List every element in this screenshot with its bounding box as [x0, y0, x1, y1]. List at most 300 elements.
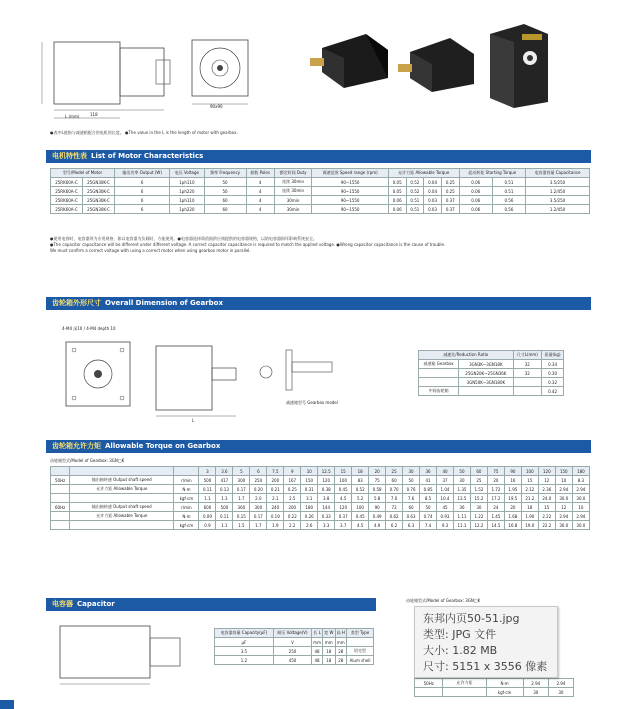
torque-value: 2.1	[267, 494, 284, 503]
torque-value: 7.6	[403, 494, 420, 503]
torque-value: 600	[199, 503, 216, 512]
torque-value: 1.35	[453, 485, 470, 494]
motor-note-2: ●The capacitor capacitance will be different under different voltage. A correct capacitor capacitance is required to match the applied voltage. ●Wrong capacitor capacitance is the cause of trouble.	[50, 242, 446, 247]
motor-cell: 25GN30K-C	[82, 178, 114, 187]
motor-cell: 60	[204, 205, 246, 214]
torque-table-row	[51, 521, 590, 530]
torque-value: 30.0	[572, 521, 589, 530]
motor-cell: 0.03	[424, 196, 442, 205]
torque-value: 0.70	[386, 485, 403, 494]
torque-value: 9.3	[437, 521, 454, 530]
ratio-header: 7.5	[267, 467, 284, 476]
capacitor-header: 宽 W	[322, 629, 335, 638]
gearbox-cell: 0.32	[542, 378, 564, 387]
torque-label: 输出轴转速 Output shaft speed	[70, 476, 174, 485]
gearbox-cell: 中间齿轮箱	[419, 387, 459, 396]
torque-value: 2.6	[301, 521, 318, 530]
motor-cell: 30min	[274, 196, 312, 205]
capacitor-section-header	[46, 598, 376, 611]
torque-value: 0.45	[352, 512, 369, 521]
torque-value: 7.4	[420, 521, 437, 530]
torque-value: 240	[267, 503, 284, 512]
gearbox-table-row	[419, 369, 564, 378]
torque-freq	[51, 521, 70, 530]
torque-value: 50	[420, 503, 437, 512]
torque-value: 50	[403, 476, 420, 485]
torque-value: 1.9	[267, 521, 284, 530]
torque-value: 0.33	[318, 512, 335, 521]
motor-h-duty: 额定时间 Duty	[274, 169, 312, 178]
torque-value: 30	[470, 503, 487, 512]
torque-value: 3.3	[318, 521, 335, 530]
torque-value: 2.22	[538, 512, 555, 521]
torque-value: 12.2	[470, 521, 487, 530]
motor-h-allowable: 允许力矩 Allowable Torque	[388, 169, 459, 178]
gearbox-cell	[513, 387, 542, 396]
ratio-header: 60	[470, 467, 487, 476]
shaft-detail-drawing	[258, 348, 338, 398]
torque-section-en: Allowable Torque on Gearbox	[105, 442, 221, 450]
motor-cell: 1ph110	[170, 178, 204, 187]
torque-value: 1.72	[487, 485, 504, 494]
ratio-header: 30	[403, 467, 420, 476]
drawing-label-l: L (mm)	[65, 114, 80, 119]
torque-value: 36	[453, 503, 470, 512]
torque-value: 16.8	[504, 521, 521, 530]
gearbox-section-en: Overall Dimension of Gearbox	[105, 299, 223, 307]
ratio-header: 18	[352, 467, 369, 476]
torque-unit-h	[174, 467, 199, 476]
ratio-header: 3.6	[216, 467, 233, 476]
gearbox-cell: 减速箱 Gearbox	[419, 360, 459, 369]
torque-value: 4.5	[335, 494, 352, 503]
capacitor-header: 电容器容量 Capacity(μF)	[215, 629, 274, 638]
torque-label-h	[70, 467, 174, 476]
torque-value: 12	[538, 476, 555, 485]
motor-section-header	[46, 150, 591, 163]
ratio-header: 10	[301, 467, 318, 476]
torque-value: 0.13	[216, 485, 233, 494]
motor-cell: 0.04	[424, 178, 442, 187]
motor-cell: 50	[204, 178, 246, 187]
torque-freq	[51, 485, 70, 494]
ratio-header: 5	[233, 467, 250, 476]
torque-value: 6.3	[403, 521, 420, 530]
torque-value: 0.9	[199, 521, 216, 530]
torque-table-row	[51, 485, 590, 494]
torque-value: 4.9	[369, 521, 386, 530]
torque-value: 5.8	[369, 494, 386, 503]
torque-value: 12	[555, 503, 572, 512]
motor-cell: 25GN30K-C	[82, 196, 114, 205]
torque-value: 0.19	[267, 512, 284, 521]
motor-cell: 0.52	[406, 187, 424, 196]
motor-front-drawing	[186, 30, 256, 110]
motor-cell: 1.2/450	[526, 205, 590, 214]
torque-value: 30.0	[555, 494, 572, 503]
motor-cell: 1ph220	[170, 205, 204, 214]
tooltip-filename: 东邦内页50-51.jpg	[423, 612, 520, 625]
capacitor-section-cn: 电容器	[52, 600, 73, 608]
motor-cell: 50	[204, 187, 246, 196]
torque-value: 167	[284, 476, 301, 485]
torque-value: 2.94	[572, 512, 589, 521]
motor-cell: 连续 30min	[274, 178, 312, 187]
motor-cell: 4	[246, 196, 274, 205]
motor-cell: 0.06	[459, 196, 492, 205]
torque-value: 0.76	[403, 485, 420, 494]
torque-value: 15	[538, 503, 555, 512]
right-torque-row	[415, 679, 574, 688]
torque-value: 120	[335, 503, 352, 512]
top-footnote: ●表中L值指与减速箱配合的电机的长度。 ●The value in the L is the length of motor with gearbox.	[50, 130, 238, 135]
torque-value: 1.5	[233, 521, 250, 530]
gearbox-cell: 0.42	[542, 387, 564, 396]
torque-section-cn: 齿轮箱允许力矩	[52, 442, 101, 450]
motor-cell: 0.56	[492, 196, 525, 205]
motor-cell: 0.03	[424, 205, 442, 214]
motor-cell: 0.37	[441, 205, 459, 214]
torque-value: 25	[470, 476, 487, 485]
torque-value: 1.45	[487, 512, 504, 521]
torque-value: 0.11	[216, 512, 233, 521]
right-torque-cell: kgf·cm	[486, 688, 523, 697]
torque-value: 19.5	[504, 494, 521, 503]
torque-freq: 50Hz	[51, 476, 70, 485]
torque-value: 2.94	[555, 512, 572, 521]
gearbox-cell: 32	[513, 360, 542, 369]
torque-value: 0.85	[420, 485, 437, 494]
torque-value: 24.0	[538, 494, 555, 503]
capacitor-header: 耐压 Voltage(V)	[273, 629, 311, 638]
motor-table-row	[51, 187, 590, 196]
gearbox-cell	[419, 378, 459, 387]
ratio-header: 25	[386, 467, 403, 476]
torque-value: 1.95	[504, 485, 521, 494]
motor-photo-1	[308, 28, 394, 90]
torque-value: 1.90	[521, 512, 538, 521]
motor-cell: 0.05	[388, 187, 406, 196]
motor-section-en: List of Motor Characteristics	[91, 152, 204, 160]
ratio-header: 40	[437, 467, 454, 476]
motor-note-3: We must confirm a correct voltage with using a correct motor when using gearbox motor in parallel.	[50, 248, 251, 253]
torque-value: 0.52	[352, 485, 369, 494]
torque-label	[70, 494, 174, 503]
ratio-header: 120	[538, 467, 555, 476]
capacitor-cell: 18	[322, 656, 335, 665]
motor-cell: 连续 30min	[274, 187, 312, 196]
torque-value: 150	[301, 476, 318, 485]
torque-value: 417	[216, 476, 233, 485]
ratio-header: 50	[453, 467, 470, 476]
torque-value: 2.0	[250, 494, 267, 503]
gearbox-caption: 减速箱型号 Gearbox model	[286, 400, 338, 405]
torque-value: 0.21	[267, 485, 284, 494]
torque-value: 30.0	[572, 494, 589, 503]
motor-table	[50, 168, 590, 214]
motor-cell: 4	[246, 178, 274, 187]
torque-value: 37	[437, 476, 454, 485]
motor-section-cn: 电机特性表	[52, 152, 87, 160]
tooltip-size: 大小: 1.82 MB	[423, 644, 498, 657]
motor-cell: 0.06	[388, 205, 406, 214]
torque-value: 30	[453, 476, 470, 485]
torque-value: 20	[487, 476, 504, 485]
right-torque-cell: 2.94	[548, 679, 573, 688]
motor-cell: 1ph110	[170, 196, 204, 205]
torque-value: 100	[352, 503, 369, 512]
motor-cell: 25GN30K-C	[82, 187, 114, 196]
motor-cell: 1.2/450	[526, 187, 590, 196]
motor-cell: 1ph220	[170, 187, 204, 196]
gearbox-cell	[513, 378, 542, 387]
torque-value: 500	[199, 476, 216, 485]
motor-h-poles: 极数 Poles	[246, 169, 274, 178]
torque-value: 0.37	[335, 512, 352, 521]
gearbox-cell	[459, 387, 513, 396]
torque-value: 0.17	[233, 485, 250, 494]
motor-h-speed: 调速范围 Speed range (rpm)	[312, 169, 388, 178]
torque-value: 0.22	[284, 512, 301, 521]
capacitor-cell: 28	[335, 656, 346, 665]
motor-h-model: 型号/Model of Motor	[51, 169, 115, 178]
torque-value: 0.11	[199, 485, 216, 494]
motor-cell: 0.56	[492, 205, 525, 214]
torque-value: 180	[301, 503, 318, 512]
gearbox-h-mass: 质量(kg)	[542, 351, 564, 360]
torque-freq	[51, 512, 70, 521]
torque-unit: N·m	[174, 512, 199, 521]
gearbox-front-drawing	[58, 334, 138, 414]
ratio-header: 15	[335, 467, 352, 476]
gearbox-cell	[419, 369, 459, 378]
motor-h-starting: 起动转矩 Starting Torque	[459, 169, 525, 178]
motor-table-row	[51, 196, 590, 205]
gearbox-label-l: L	[192, 418, 195, 423]
torque-value: 200	[267, 476, 284, 485]
gearbox-table-row	[419, 360, 564, 369]
torque-value: 200	[284, 503, 301, 512]
torque-value: 24	[487, 503, 504, 512]
gearbox-section-cn: 齿轮箱外形尺寸	[52, 299, 101, 307]
capacitor-cell: 48	[312, 656, 323, 665]
torque-value: 11.1	[453, 521, 470, 530]
motor-h-frequency: 频率 Frequency	[204, 169, 246, 178]
gearbox-cell: 3GN50K~3GN180K	[459, 378, 513, 387]
capacitor-unit: mm	[322, 638, 335, 647]
motor-cell: 0.51	[406, 205, 424, 214]
torque-value: 250	[250, 476, 267, 485]
capacitor-unit: V	[273, 638, 311, 647]
torque-value: 3.7	[335, 521, 352, 530]
torque-value: 18	[521, 503, 538, 512]
ratio-header: 150	[555, 467, 572, 476]
ratio-header: 75	[487, 467, 504, 476]
torque-value: 2.36	[538, 485, 555, 494]
gearbox-section-header	[46, 297, 591, 310]
capacitor-right-caption: 齿轮箱型式/Model of Gearbox: 3GN□K	[406, 598, 481, 603]
motor-note-1: ●使用电容时，电容器须为专用规格，如以电容器为负载时，方能使用。●电容器选择需依据供应商提供的电容器规格，以防电容器损坏影响系统安全。	[50, 236, 317, 241]
torque-label: 允许力矩 Allowable Torque	[70, 485, 174, 494]
torque-label: 允许力矩 Allowable Torque	[70, 512, 174, 521]
torque-value: 0.31	[301, 485, 318, 494]
torque-value: 0.38	[318, 485, 335, 494]
motor-side-drawing	[40, 30, 180, 125]
torque-freq: 60Hz	[51, 503, 70, 512]
torque-value: 2.2	[284, 521, 301, 530]
torque-value: 0.25	[284, 485, 301, 494]
right-torque-cell: N·m	[486, 679, 523, 688]
capacitor-cell: 28	[335, 647, 346, 656]
torque-label	[70, 521, 174, 530]
motor-cell: 0.37	[441, 196, 459, 205]
torque-freq	[51, 494, 70, 503]
torque-value: 0.09	[199, 512, 216, 521]
torque-value: 144	[318, 503, 335, 512]
torque-value: 20	[504, 503, 521, 512]
capacitor-cell: Alum shell	[347, 656, 374, 665]
torque-value: 16	[504, 476, 521, 485]
motor-cell: 90~1550	[312, 178, 388, 187]
motor-cell: 6	[115, 205, 170, 214]
motor-table-row	[51, 178, 590, 187]
capacitor-cell: 1.2	[215, 656, 274, 665]
torque-value: 1.3	[216, 494, 233, 503]
capacitor-unit-row	[215, 638, 374, 647]
ratio-header: 6	[250, 467, 267, 476]
torque-value: 2.94	[555, 485, 572, 494]
motor-cell: 0.06	[459, 187, 492, 196]
torque-value: 83	[352, 476, 369, 485]
motor-cell: 3.5/250	[526, 196, 590, 205]
torque-unit: kgf·cm	[174, 521, 199, 530]
motor-h-capacitor: 电容器容量 Capacitance	[526, 169, 590, 178]
capacitor-header: 类型 Type	[347, 629, 374, 638]
torque-table	[50, 466, 590, 530]
torque-value: 10	[555, 476, 572, 485]
torque-value: 0.93	[437, 512, 454, 521]
torque-value: 0.49	[369, 512, 386, 521]
ratio-header: 20	[369, 467, 386, 476]
page-side-tab	[0, 700, 14, 709]
motor-h-voltage: 电压 Voltage	[170, 169, 204, 178]
motor-cell: 0.04	[424, 187, 442, 196]
gearbox-table-row	[419, 387, 564, 396]
motor-cell: 90~1550	[312, 187, 388, 196]
capacitor-cell: 18	[322, 647, 335, 656]
capacitor-cell: 铝壳型	[347, 647, 374, 656]
torque-unit: kgf·cm	[174, 494, 199, 503]
motor-table-row	[51, 205, 590, 214]
controller-photo	[484, 20, 554, 110]
capacitor-row	[215, 647, 374, 656]
ratio-header: 90	[504, 467, 521, 476]
torque-value: 1.68	[504, 512, 521, 521]
file-info-tooltip	[414, 606, 558, 678]
motor-cell: 90~1550	[312, 196, 388, 205]
ratio-header: 3	[199, 467, 216, 476]
torque-value: 60	[403, 503, 420, 512]
right-torque-cell: 2.94	[523, 679, 548, 688]
motor-cell: 0.06	[459, 205, 492, 214]
torque-value: 2.94	[572, 485, 589, 494]
capacitor-table	[214, 628, 374, 665]
capacitor-unit	[347, 638, 374, 647]
motor-cell: 90~1550	[312, 205, 388, 214]
torque-value: 6.2	[386, 521, 403, 530]
torque-value: 15	[521, 476, 538, 485]
torque-value: 120	[318, 476, 335, 485]
ratio-header: 9	[284, 467, 301, 476]
torque-value: 60	[386, 476, 403, 485]
motor-cell: 0.52	[406, 178, 424, 187]
torque-value: 0.17	[250, 512, 267, 521]
torque-value: 0.63	[403, 512, 420, 521]
gearbox-table	[418, 350, 564, 396]
torque-value: 8.3	[572, 476, 589, 485]
capacitor-section-en: Capacitor	[77, 600, 115, 608]
torque-value: 75	[369, 476, 386, 485]
motor-cell: 25RK60A-C	[51, 187, 83, 196]
right-torque-cell	[415, 688, 443, 697]
ratio-header: 100	[521, 467, 538, 476]
torque-table-row	[51, 503, 590, 512]
torque-value: 1.52	[470, 485, 487, 494]
torque-value: 7.0	[386, 494, 403, 503]
torque-value: 14.5	[487, 521, 504, 530]
capacitor-header: 长 L	[312, 629, 323, 638]
right-torque-cell: 允许力矩	[443, 679, 486, 688]
capacitor-cell: 3.5	[215, 647, 274, 656]
motor-cell: 25RK60A-C	[51, 205, 83, 214]
torque-value: 13.5	[453, 494, 470, 503]
capacitor-cell: 48	[312, 647, 323, 656]
torque-unit: r/min	[174, 476, 199, 485]
torque-value: 15.2	[470, 494, 487, 503]
torque-value: 1.04	[437, 485, 454, 494]
torque-value: 10	[572, 503, 589, 512]
right-torque-cell: 30	[548, 688, 573, 697]
torque-value: 500	[216, 503, 233, 512]
capacitor-unit: mm	[313, 639, 321, 645]
motor-cell: 0.25	[441, 187, 459, 196]
torque-value: 19.0	[521, 521, 538, 530]
drawing-label-90: 90x90	[210, 104, 223, 109]
torque-section-header	[46, 440, 591, 453]
torque-value: 21.2	[521, 494, 538, 503]
torque-value: 90	[369, 503, 386, 512]
torque-value: 300	[233, 476, 250, 485]
motor-cell: 4	[246, 205, 274, 214]
torque-value: 1.1	[199, 494, 216, 503]
torque-value: 4.5	[352, 521, 369, 530]
motor-cell: 0.51	[492, 178, 525, 187]
torque-value: 0.20	[250, 485, 267, 494]
torque-value: 360	[233, 503, 250, 512]
gearbox-cell: 0.30	[542, 369, 564, 378]
motor-cell: 25RK60A-C	[51, 178, 83, 187]
tooltip-dimensions: 尺寸: 5151 x 3556 像素	[423, 660, 548, 673]
motor-cell: 0.51	[492, 187, 525, 196]
torque-value: 3.8	[318, 494, 335, 503]
capacitor-header: 高 H	[335, 629, 346, 638]
torque-value: 10.4	[437, 494, 454, 503]
torque-value: 2.5	[284, 494, 301, 503]
ratio-header: 180	[572, 467, 589, 476]
torque-unit: N·m	[174, 485, 199, 494]
gearbox-label-screw: 4-M4 深10 / 4-M4 depth 10	[62, 326, 116, 331]
torque-unit: r/min	[174, 503, 199, 512]
